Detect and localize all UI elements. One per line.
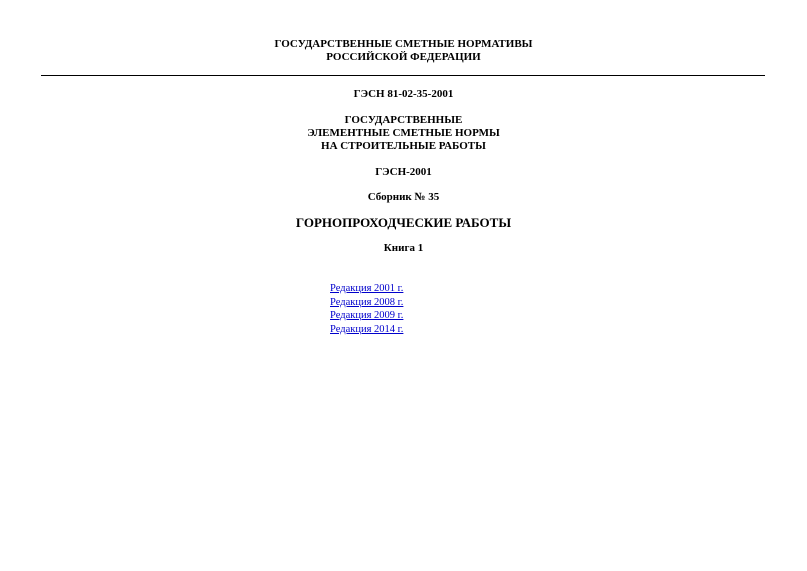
header-line-2: РОССИЙСКОЙ ФЕДЕРАЦИИ: [326, 51, 481, 63]
edition-link-2001[interactable]: Редакция 2001 г.: [330, 283, 404, 294]
edition-link-2009[interactable]: Редакция 2009 г.: [330, 310, 404, 322]
header-line-1: ГОСУДАРСТВЕННЫЕ СМЕТНЫЕ НОРМАТИВЫ: [274, 38, 533, 50]
title-line-1: ГОСУДАРСТВЕННЫЕ: [344, 114, 463, 126]
document-code: ГЭСН 81-02-35-2001: [353, 88, 454, 100]
title-line-2: ЭЛЕМЕНТНЫЕ СМЕТНЫЕ НОРМЫ: [307, 127, 500, 139]
edition-link-2008[interactable]: Редакция 2008 г.: [330, 296, 404, 308]
short-code: ГЭСН-2001: [375, 166, 432, 178]
book-number: Книга 1: [383, 242, 424, 254]
collection-number: Сборник № 35: [367, 191, 440, 203]
header-divider: [41, 75, 765, 76]
edition-link-2014[interactable]: Редакция 2014 г.: [330, 324, 404, 336]
collection-title: ГОРНОПРОХОДЧЕСКИЕ РАБОТЫ: [295, 215, 512, 230]
editions-list: [330, 282, 403, 337]
title-line-3: НА СТРОИТЕЛЬНЫЕ РАБОТЫ: [321, 140, 486, 152]
